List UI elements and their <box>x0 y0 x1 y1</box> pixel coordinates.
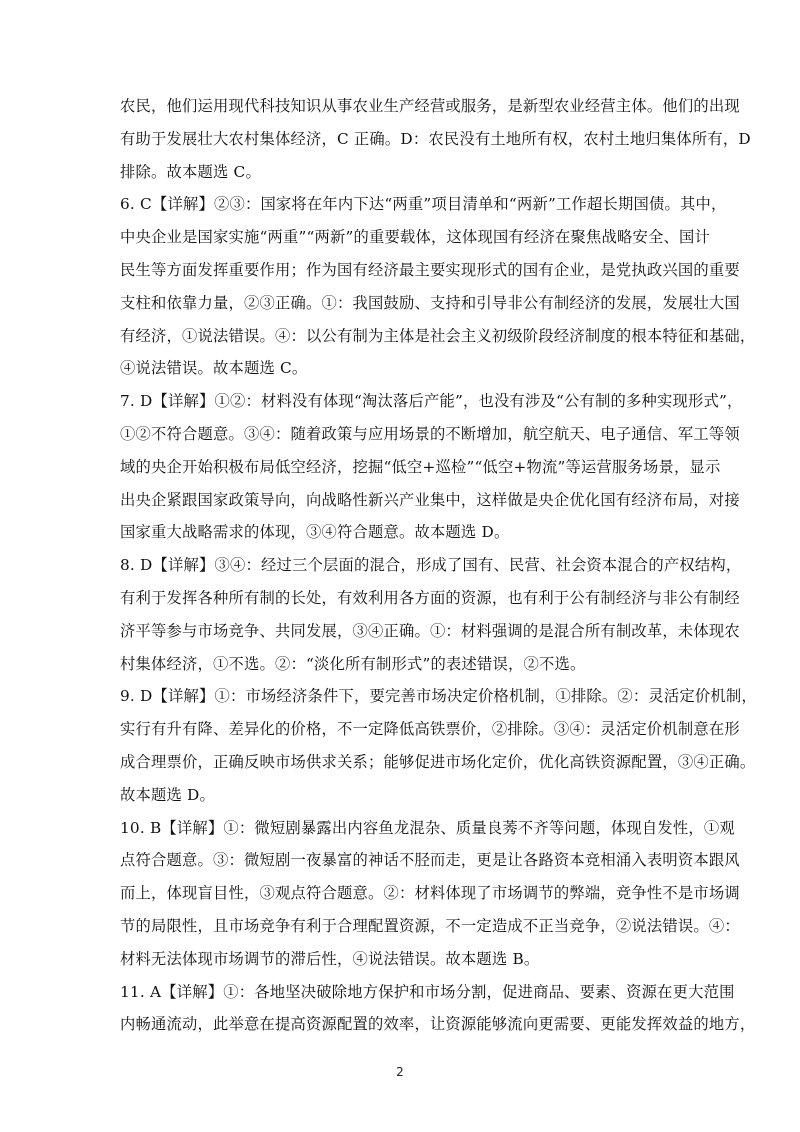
text-line: 11. A【详解】①：各地坚决破除地方保护和市场分割，促进商品、要素、资源在更大范围 <box>120 982 735 1001</box>
text-line: 点符合题意。③：微短剧一夜暴富的神话不胫而走，更是让各路资本竞相涌入表明资本跟风 <box>120 851 740 870</box>
text-line: 故本题选 D。 <box>120 785 216 804</box>
text-line: 中央企业是国家实施“两重”“两新”的重要载体，这体现国有经济在聚焦战略安全、国计 <box>120 228 710 247</box>
text-line: 而上，体现盲目性，③观点符合题意。②：材料体现了市场调节的弊端，竞争性不是市场调 <box>120 884 740 903</box>
document-body <box>120 90 757 1041</box>
text-line: 国家重大战略需求的体现，③④符合题意。故本题选 D。 <box>120 523 510 542</box>
text-line: 有经济，①说法错误。④：以公有制为主体是社会主义初级阶段经济制度的根本特征和基础， <box>120 326 756 345</box>
text-line: 民生等方面发挥重要作用；作为国有经济最主要实现形式的国有企业，是党执政兴国的重要 <box>120 260 740 279</box>
text-line: 8. D【详解】③④：经过三个层面的混合，形成了国有、民营、社会资本混合的产权结构， <box>120 556 742 575</box>
text-line: 实行有升有降、差异化的价格，不一定降低高铁票价，②排除。③④：灵活定价机制意在形 <box>120 720 740 739</box>
text-line: 济平等参与市场竞争、共同发展，③④正确。①：材料强调的是混合所有制改革，未体现农 <box>120 621 740 640</box>
text-line: 成合理票价，正确反映市场供求关系；能够促进市场化定价，优化高铁资源配置，③④正确。 <box>120 752 756 771</box>
text-line: 6. C【详解】②③：国家将在年内下达“两重”项目清单和“两新”工作超长期国债。其中， <box>120 195 727 214</box>
text-line: 域的央企开始积极布局低空经济，挖掘“低空+巡检”“低空+物流”等运营服务场景，显示 <box>120 457 721 476</box>
page-number: 2 <box>396 1065 404 1079</box>
text-line: 节的局限性，且市场竞争有利于合理配置资源，不一定造成不正当竞争，②说法错误。④： <box>120 916 740 935</box>
text-line: 10. B【详解】①：微短剧暴露出内容鱼龙混杂、质量良莠不齐等问题，体现自发性，①观 <box>120 818 735 837</box>
text-line: 农民，他们运用现代科技知识从事农业生产经营或服务，是新型农业经营主体。他们的出现 <box>120 97 740 115</box>
text-line: 内畅通流动，此举意在提高资源配置的效率，让资源能够流向更需要、更能发挥效益的地方， <box>120 1015 756 1034</box>
text-line: ④说法错误。故本题选 C。 <box>120 359 308 378</box>
text-line: 有利于发挥各种所有制的长处，有效利用各方面的资源，也有利于公有制经济与非公有制经 <box>120 588 740 607</box>
text-line: 7. D【详解】①②：材料没有体现“淘汰落后产能”，也没有涉及“公有制的多种实现形式”， <box>120 392 743 411</box>
text-line: 有助于发展壮大农村集体经济，C 正确。D：农民没有土地所有权，农村土地归集体所有，D <box>120 129 751 148</box>
text-line: 出央企紧跟国家政策导向，向战略性新兴产业集中，这样做是央企优化国有经济布局，对接 <box>120 490 740 509</box>
text-line: 村集体经济，①不选。②：“淡化所有制形式”的表述错误，②不选。 <box>120 654 586 673</box>
text-line: 排除。故本题选 C。 <box>120 162 261 181</box>
text-line: ①②不符合题意。③④：随着政策与应用场景的不断增加，航空航天、电子通信、军工等领 <box>120 424 740 443</box>
text-line: 支柱和依靠力量，②③正确。①：我国鼓励、支持和引导非公有制经济的发展，发展壮大国 <box>120 293 740 312</box>
text-line: 材料无法体现市场调节的滞后性，④说法错误。故本题选 B。 <box>120 949 540 968</box>
text-line: 9. D【详解】①：市场经济条件下，要完善市场决定价格机制，①排除。②：灵活定价机制， <box>120 687 757 706</box>
